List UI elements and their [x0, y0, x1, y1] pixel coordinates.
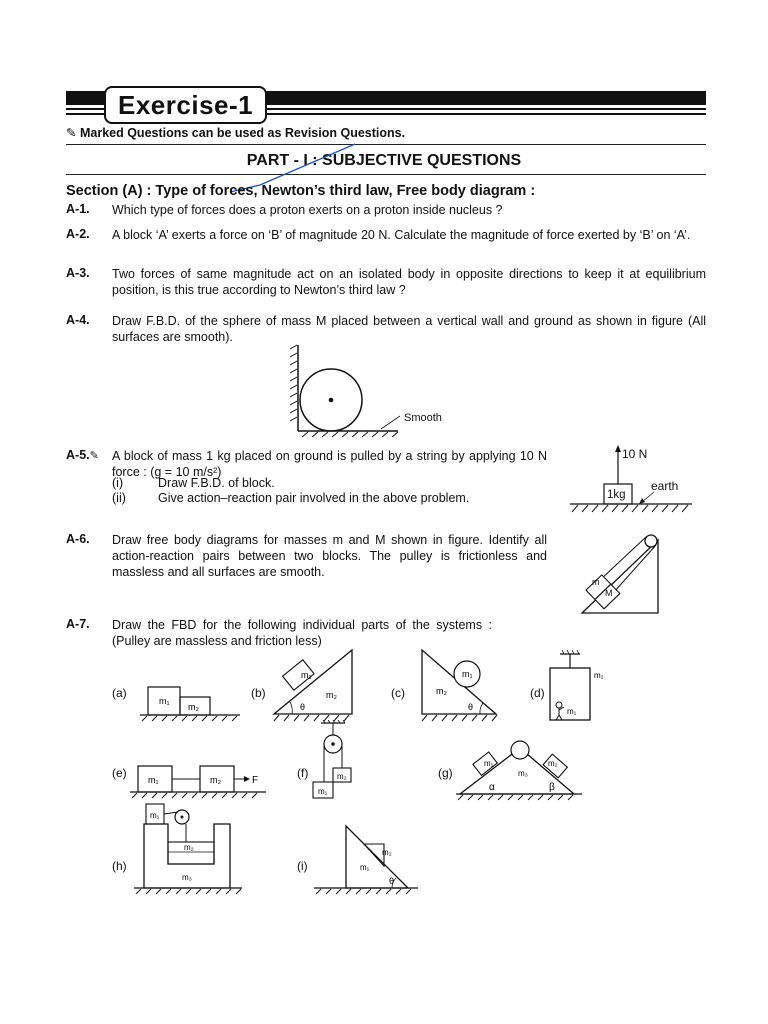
figure-label: (c) — [391, 686, 405, 700]
pencil-icon: ✎ — [66, 126, 77, 140]
figure-block-pulled — [566, 442, 696, 518]
earth-label: earth — [651, 479, 679, 493]
mass-label: m₁ — [462, 669, 473, 679]
question-number: A-6. — [66, 532, 90, 546]
figure-f-pulley — [305, 720, 365, 802]
question-text: Draw F.B.D. of the sphere of mass M placed between a vertical wall and ground as shown in figure (All surfaces are smooth). — [112, 314, 706, 344]
subpart-label: (ii) — [112, 491, 126, 505]
angle-label: θ — [389, 876, 395, 886]
figure-label: (g) — [438, 766, 453, 780]
smooth-label: Smooth — [404, 412, 442, 424]
subpart-label: (i) — [112, 476, 124, 490]
figure-incline-pulley — [578, 528, 668, 620]
mass-label: m₁ — [159, 696, 170, 706]
figure-label: (a) — [112, 686, 127, 700]
question-text: Which type of forces does a proton exerts on a proton inside nucleus ? — [112, 203, 503, 217]
mass-M-label: M — [605, 588, 613, 598]
question-number: A-1. — [66, 202, 90, 216]
angle-label: θ — [300, 702, 306, 712]
figure-a-two-blocks — [138, 682, 243, 722]
question-text: A block of mass 1 kg placed on ground is pulled by a string by applying 10 N force : (g = 10 m/s²) — [112, 449, 547, 479]
mass-label: m₁ — [318, 787, 328, 796]
mass-label: m₂ — [382, 848, 392, 857]
mass-label: m₂ — [548, 759, 558, 768]
force-label: F — [252, 775, 259, 786]
revision-note-text: Marked Questions can be used as Revision Questions. — [79, 126, 406, 140]
divider-bottom — [66, 174, 706, 175]
block-mass-label: 1kg — [607, 489, 626, 501]
figure-label: (b) — [251, 686, 266, 700]
subpart-text: Give action–reaction pair involved in the above problem. — [158, 491, 470, 505]
figure-i-wedge — [312, 822, 422, 896]
question-number: A-7. — [66, 617, 90, 631]
mass-label: m₃ — [518, 769, 528, 778]
divider-top — [66, 144, 706, 145]
mass-label: m₂ — [184, 843, 194, 852]
revision-note — [66, 125, 405, 140]
figure-d-lift — [540, 650, 620, 726]
figure-label: (d) — [530, 686, 545, 700]
question-number — [66, 448, 99, 462]
question-number-text: A-5. — [66, 448, 90, 462]
mass-label: m₁ — [567, 707, 577, 716]
figure-g-double-incline — [456, 736, 584, 802]
question-text: A block ‘A’ exerts a force on ‘B’ of magnitude 20 N. Calculate the magnitude of force exerted by ‘B’ on ‘A’. — [112, 228, 691, 242]
figure-h-u-block — [134, 802, 244, 894]
section-title: Section (A) : Type of forces, Newton’s third law, Free body diagram : — [66, 183, 536, 199]
mass-label: m₁ — [360, 863, 370, 872]
subpart-text: Draw F.B.D. of block. — [158, 476, 275, 490]
mass-label: m₁ — [150, 811, 160, 820]
angle-label: β — [549, 782, 555, 793]
mass-label: m₁ — [148, 775, 159, 785]
question-number: A-4. — [66, 313, 90, 327]
mass-label: m₃ — [182, 873, 192, 882]
figure-b-incline-block — [270, 646, 370, 722]
mass-label: m₂ — [436, 686, 447, 696]
force-label: 10 N — [622, 447, 648, 461]
figure-label: (h) — [112, 859, 127, 873]
question-number: A-3. — [66, 266, 90, 280]
figure-label: (e) — [112, 766, 127, 780]
mass-label: m₂ — [337, 772, 347, 781]
question-text: Two forces of same magnitude act on an isolated body in opposite directions to keep it at equilibrium position, is this true according to Newton’s third law ? — [112, 267, 706, 297]
mass-label: m₂ — [188, 702, 199, 712]
mass-label: m₁ — [301, 670, 312, 680]
mass-label: m₂ — [594, 671, 604, 680]
mass-label: m₁ — [484, 759, 494, 768]
question-text: Draw free body diagrams for masses m and M shown in figure. Identify all action-reaction pairs between two blocks. The pulley is frictionless and massless and all surfaces are smooth. — [112, 533, 547, 579]
angle-label: θ — [468, 702, 474, 712]
figure-label: (i) — [297, 859, 308, 873]
exercise-title: Exercise-1 — [104, 86, 267, 124]
pencil-icon: ✎ — [89, 450, 99, 462]
figure-sphere-wall — [286, 343, 456, 438]
figure-label: (f) — [297, 766, 309, 780]
mass-m-label: m — [592, 577, 600, 587]
figure-e-blocks-force — [128, 760, 268, 800]
figure-c-incline-sphere — [410, 646, 510, 722]
mass-label: m₂ — [326, 690, 337, 700]
part-title: PART - I : SUBJECTIVE QUESTIONS — [246, 152, 522, 169]
angle-label: α — [489, 782, 495, 793]
question-text: Draw the FBD for the following individual parts of the systems : (Pulley are massless and friction less) — [112, 618, 492, 648]
question-number: A-2. — [66, 227, 90, 241]
mass-label: m₂ — [210, 775, 221, 785]
